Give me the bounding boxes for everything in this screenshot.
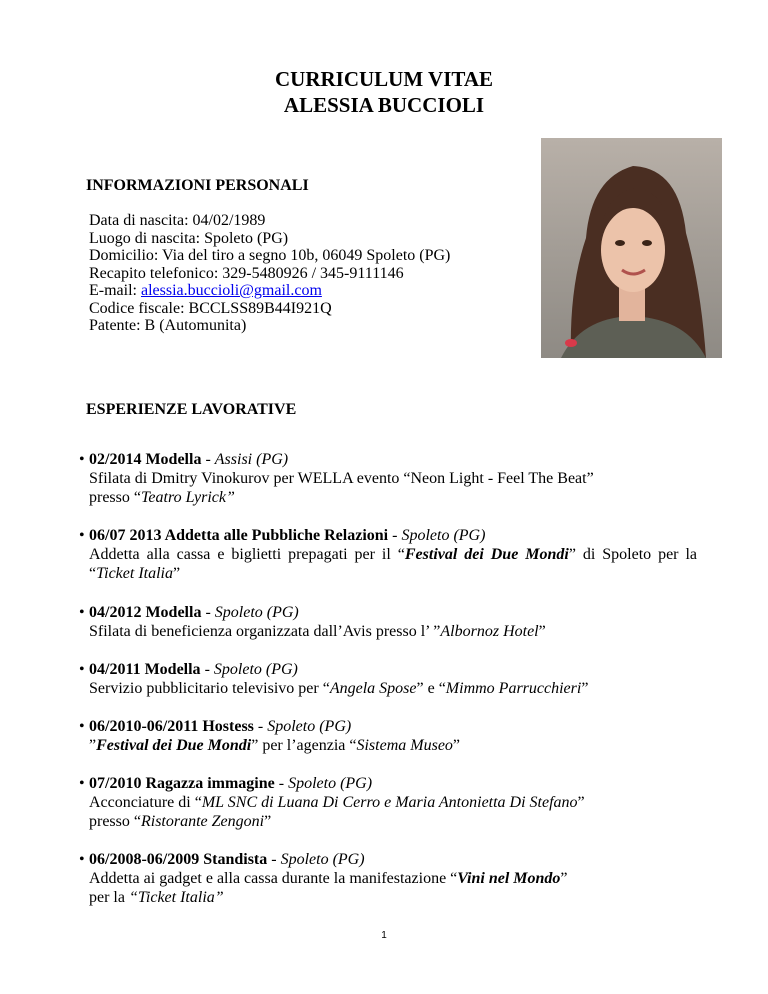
job-description: presso “Ristorante Zengoni” xyxy=(89,813,272,830)
job-description: Servizio pubblicitario televisivo per “Angela Spose” e “Mimmo Parrucchieri” xyxy=(89,680,589,697)
address: Domicilio: Via del tiro a segno 10b, 06049 Spoleto (PG) xyxy=(89,247,451,264)
birth-date: Data di nascita: 04/02/1989 xyxy=(89,212,266,229)
cv-title-line2: ALESSIA BUCCIOLI xyxy=(283,93,485,117)
job-title: 07/2010 Ragazza immagine xyxy=(89,775,275,792)
cv-title-line1: CURRICULUM VITAE xyxy=(275,67,493,91)
job-description: Sfilata di beneficienza organizzata dall’Avis presso l’ ”Albornoz Hotel” xyxy=(89,623,546,640)
job-location: Assisi (PG) xyxy=(214,451,289,468)
job-location: Spoleto (PG) xyxy=(214,604,299,621)
personal-info-heading: INFORMAZIONI PERSONALI xyxy=(86,177,309,194)
email-link[interactable]: alessia.buccioli@gmail.com xyxy=(140,282,322,299)
experience-item: • 07/2010 Ragazza immagine - Spoleto (PG) Acconciature di “ML SNC di Luana Di Cerro e Maria Antonietta Di Stefano” presso “Ristorante Zengoni” xyxy=(89,774,697,831)
birth-place: Luogo di nascita: Spoleto (PG) xyxy=(89,229,289,247)
job-description: Acconciature di “ML SNC di Luana Di Cerro e Maria Antonietta Di Stefano” xyxy=(89,794,585,811)
email-row xyxy=(89,282,450,300)
bullet: • xyxy=(79,527,85,544)
job-location: Spoleto (PG) xyxy=(288,775,373,792)
bullet: • xyxy=(79,775,85,792)
job-description: per la “Ticket Italia” xyxy=(89,889,224,906)
email-label: E-mail: xyxy=(89,282,141,299)
job-description: Addetta ai gadget e alla cassa durante la manifestazione “Vini nel Mondo” xyxy=(89,870,568,887)
profile-photo xyxy=(541,138,722,358)
job-location: Spoleto (PG) xyxy=(401,527,486,544)
bullet: • xyxy=(79,451,85,468)
experience-item: • 02/2014 Modella - Assisi (PG) Sfilata di Dmitry Vinokurov per WELLA evento “Neon Light - Feel The Beat” presso “Teatro Lyrick” xyxy=(89,450,697,507)
bullet: • xyxy=(79,661,85,678)
job-description: Sfilata di Dmitry Vinokurov per WELLA evento “Neon Light - Feel The Beat” xyxy=(89,470,594,487)
job-title: 06/2008-06/2009 Standista xyxy=(89,851,268,868)
personal-info xyxy=(89,212,450,335)
job-title: 04/2012 Modella xyxy=(89,604,202,621)
tax-code: Codice fiscale: BCCLSS89B44I921Q xyxy=(89,299,332,317)
experience-item: • 04/2011 Modella - Spoleto (PG) Servizio pubblicitario televisivo per “Angela Spose” e “Mimmo Parrucchieri” xyxy=(89,660,697,698)
page-number: 1 xyxy=(381,930,387,941)
bullet: • xyxy=(79,604,85,621)
job-description: presso “Teatro Lyrick” xyxy=(89,489,235,506)
job-description: Addetta alla cassa e biglietti prepagati per il “Festival dei Due Mondi” di Spoleto per la “Ticket Italia” xyxy=(89,546,697,582)
experience-item: • 06/07 2013 Addetta alle Pubbliche Relazioni - Spoleto (PG) Addetta alla cassa e biglietti prepagati per il “Festival dei Due Mondi” di Spoleto per la “Ticket Italia” xyxy=(79,527,697,582)
driving-license: Patente: B (Automunita) xyxy=(89,317,247,334)
job-location: Spoleto (PG) xyxy=(213,661,298,678)
job-description: ”Festival dei Due Mondi” per l’agenzia “Sistema Museo” xyxy=(89,737,461,754)
job-title: 04/2011 Modella xyxy=(89,661,201,678)
experience-item: • 06/2010-06/2011 Hostess - Spoleto (PG) ”Festival dei Due Mondi” per l’agenzia “Sistema Museo” xyxy=(89,717,697,755)
phone: Recapito telefonico: 329-5480926 / 345-9111146 xyxy=(89,264,404,282)
job-location: Spoleto (PG) xyxy=(280,851,365,868)
job-title: 06/07 2013 Addetta alle Pubbliche Relazioni xyxy=(89,527,389,544)
job-title: 02/2014 Modella xyxy=(89,451,202,468)
experience-item: • 06/2008-06/2009 Standista - Spoleto (PG) Addetta ai gadget e alla cassa durante la manifestazione “Vini nel Mondo” per la “Ticket Italia” xyxy=(89,850,697,907)
job-title: 06/2010-06/2011 Hostess xyxy=(89,718,254,735)
bullet: • xyxy=(79,851,85,868)
experience-item: • 04/2012 Modella - Spoleto (PG) Sfilata di beneficienza organizzata dall’Avis presso l’ ”Albornoz Hotel” xyxy=(89,603,697,641)
job-location: Spoleto (PG) xyxy=(267,718,352,735)
bullet: • xyxy=(79,718,85,735)
work-experience-heading: ESPERIENZE LAVORATIVE xyxy=(86,401,297,418)
